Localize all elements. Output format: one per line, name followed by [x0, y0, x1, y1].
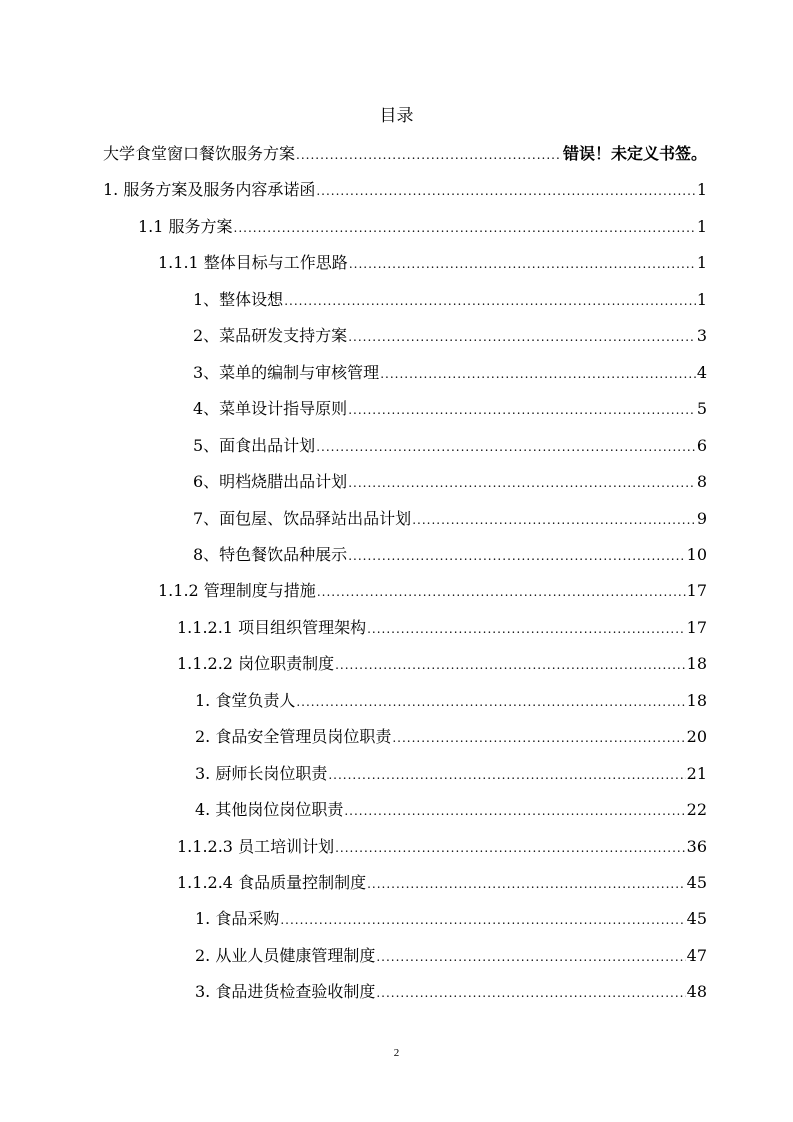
- toc-entry[interactable]: [103, 141, 707, 167]
- toc-dot-leader: [367, 871, 686, 897]
- toc-entry[interactable]: [193, 287, 707, 313]
- toc-entry[interactable]: [195, 761, 707, 787]
- toc-entry-label: 6、明档烧腊出品计划: [193, 472, 348, 492]
- toc-dot-leader: [376, 944, 685, 970]
- toc-entry[interactable]: [195, 943, 707, 969]
- toc-dot-leader: [367, 616, 686, 642]
- toc-entry[interactable]: [158, 250, 707, 276]
- toc-entry-label: 1. 食堂负责人: [195, 690, 296, 710]
- toc-entry-label: 1.1 服务方案: [138, 216, 233, 236]
- toc-entry-label: 大学食堂窗口餐饮服务方案: [103, 144, 296, 163]
- toc-entry-page: 1: [696, 253, 707, 273]
- toc-dot-leader: [296, 689, 685, 715]
- toc-entry-label: 5、面食出品计划: [193, 435, 316, 455]
- toc-entry-label: 1.1.2.4 食品质量控制制度: [177, 873, 367, 892]
- toc-dot-leader: [392, 725, 685, 751]
- toc-entry-page: 20: [686, 727, 707, 747]
- toc-entry-page: 45: [686, 873, 707, 892]
- toc-entry[interactable]: [193, 433, 707, 459]
- toc-entry-label: 2、菜品研发支持方案: [193, 326, 348, 346]
- toc-entry-page: 1: [696, 289, 707, 309]
- toc-entry-page: 22: [686, 800, 707, 820]
- toc-entry[interactable]: [193, 469, 707, 495]
- toc-entry-label: 1、整体设想: [193, 289, 284, 309]
- toc-dot-leader: [284, 288, 696, 314]
- toc-entry-label: 1.1.2.1 项目组织管理架构: [177, 617, 367, 637]
- toc-dot-leader: [317, 579, 686, 605]
- toc-entry-label: 1.1.2 管理制度与措施: [158, 581, 316, 601]
- toc-entry-page: 5: [696, 399, 707, 419]
- toc-entry[interactable]: [193, 323, 707, 349]
- toc-entry[interactable]: [138, 214, 707, 240]
- toc-dot-leader: [234, 215, 696, 241]
- toc-entry-label: 4、菜单设计指导原则: [193, 399, 348, 419]
- toc-entry[interactable]: [103, 177, 707, 203]
- toc-entry-page: 1: [696, 216, 707, 236]
- toc-entry-label: 7、面包屋、饮品驿站出品计划: [193, 508, 412, 528]
- toc-entry-label: 3、菜单的编制与审核管理: [193, 362, 380, 382]
- toc-dot-leader: [335, 652, 686, 678]
- toc-dot-leader: [296, 142, 562, 168]
- toc-entry[interactable]: [195, 906, 707, 932]
- toc-dot-leader: [349, 251, 696, 277]
- toc-entry-page: 4: [696, 362, 707, 382]
- toc-entry[interactable]: [193, 396, 707, 422]
- toc-entry-page: 47: [686, 945, 707, 965]
- toc-dot-leader: [344, 798, 685, 824]
- toc-entry[interactable]: [195, 797, 707, 823]
- toc-dot-leader: [348, 470, 696, 496]
- toc-entry-label: 2. 从业人员健康管理制度: [195, 945, 376, 965]
- toc-entry[interactable]: [193, 506, 707, 532]
- toc-entry[interactable]: [195, 979, 707, 1005]
- toc-dot-leader: [348, 324, 696, 350]
- toc-dot-leader: [412, 507, 696, 533]
- toc-dot-leader: [316, 178, 695, 204]
- toc-entry-page: 8: [696, 472, 707, 492]
- toc-entry-page: 3: [696, 326, 707, 346]
- toc-bookmark-error: 错误！未定义书签。: [562, 144, 707, 163]
- toc-entry[interactable]: [193, 542, 707, 568]
- toc-dot-leader: [316, 434, 696, 460]
- toc-entry[interactable]: [177, 870, 707, 896]
- toc-entry[interactable]: [177, 651, 707, 677]
- toc-entry-label: 3. 食品进货检查验收制度: [195, 982, 376, 1002]
- toc-entry-page: 1: [696, 180, 707, 200]
- toc-entry[interactable]: [193, 360, 707, 386]
- toc-entry-label: 1. 服务方案及服务内容承诺函: [103, 180, 316, 200]
- toc-entry-label: 1.1.1 整体目标与工作思路: [158, 253, 348, 273]
- toc-entry-page: 17: [686, 581, 707, 601]
- toc-entry-page: 45: [686, 909, 707, 929]
- toc-entry-label: 4. 其他岗位岗位职责: [195, 800, 344, 820]
- toc-entry-page: 10: [686, 544, 707, 564]
- toc-heading: 目录: [379, 106, 414, 126]
- toc-dot-leader: [376, 980, 685, 1006]
- toc-entry-label: 1. 食品采购: [195, 909, 280, 929]
- toc-entry[interactable]: [158, 578, 707, 604]
- toc-entry-page: 18: [686, 690, 707, 710]
- toc-entry-page: 21: [686, 763, 707, 783]
- toc-entry-label: 8、特色餐饮品种展示: [193, 544, 348, 564]
- toc-entry-label: 1.1.2.2 岗位职责制度: [177, 654, 335, 674]
- toc-entry-page: 17: [686, 617, 707, 637]
- toc-entry-label: 2. 食品安全管理员岗位职责: [195, 727, 392, 747]
- toc-dot-leader: [348, 543, 685, 569]
- toc-entry-page: 6: [696, 435, 707, 455]
- toc-entry-label: 3. 厨师长岗位职责: [195, 763, 328, 783]
- toc-dot-leader: [380, 361, 696, 387]
- toc-entry[interactable]: [177, 615, 707, 641]
- toc-entry[interactable]: [195, 688, 707, 714]
- toc-entry-page: 9: [696, 508, 707, 528]
- toc-entry-page: 48: [686, 982, 707, 1002]
- toc-entry-page: 18: [686, 654, 707, 674]
- toc-entry-label: 1.1.2.3 员工培训计划: [177, 836, 335, 856]
- toc-dot-leader: [335, 835, 686, 861]
- toc-entry[interactable]: [195, 724, 707, 750]
- toc-dot-leader: [280, 907, 685, 933]
- toc-dot-leader: [348, 397, 696, 423]
- toc-entry-page: 36: [686, 836, 707, 856]
- page-number: 2: [393, 1047, 400, 1059]
- toc-entry[interactable]: [177, 834, 707, 860]
- toc-dot-leader: [328, 762, 685, 788]
